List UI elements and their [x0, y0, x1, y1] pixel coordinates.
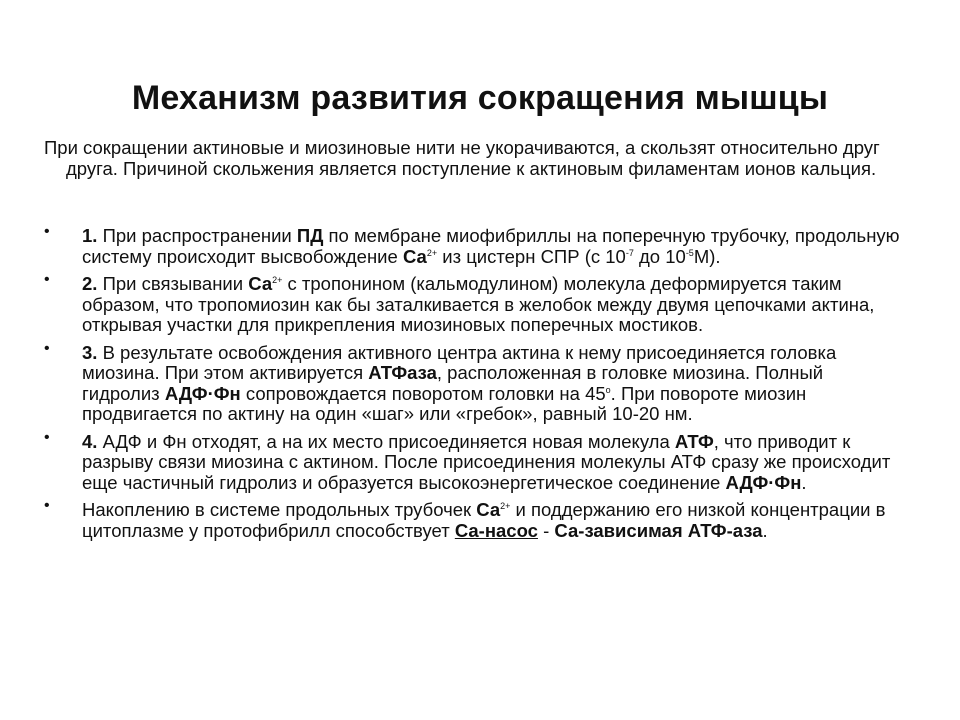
item-text: В результате освобождения активного центра актина к нему присоединяется головка миозина. При этом активируется	[82, 341, 837, 383]
item-text: М).	[693, 245, 721, 267]
item-number: 4.	[82, 430, 98, 452]
item-text: АДФ и Фн отходят, а на их место присоединяется новая молекула	[97, 430, 675, 452]
list-item-2	[44, 271, 904, 336]
item-bold-term: АТФаза	[368, 362, 437, 383]
item-bold-term: АДФ·Фн	[725, 471, 802, 493]
slide-title: Механизм развития сокращения мышцы	[131, 79, 829, 117]
item-number: 1.	[82, 225, 98, 246]
bullet-icon: •	[44, 497, 50, 514]
item-text: Накоплению в системе продольных трубочек	[82, 499, 477, 520]
item-bold-term: Са-зависимая АТФ-аза	[554, 519, 763, 541]
item-text: При связывании	[97, 273, 249, 294]
item-text: . При повороте миозин продвигается по актину на один «шаг» или «гребок», равный 10-20 нм.	[82, 382, 807, 424]
item-bold-term: ПД	[296, 225, 324, 246]
list-item-4	[44, 428, 904, 494]
item-text: из цистерн СПР (с 10	[437, 245, 626, 267]
list-item-1	[44, 223, 904, 267]
superscript: 2+	[272, 275, 283, 285]
item-bold-term: АДФ·Фн	[164, 382, 241, 404]
item-text: по мембране миофибриллы на поперечную трубочку, продольную систему происходит высвобождение	[82, 225, 900, 267]
superscript: -5	[685, 247, 694, 258]
item-bold-term: Са	[402, 245, 427, 267]
bullet-icon: •	[44, 428, 50, 446]
underlined-term: Са-насос	[454, 519, 538, 541]
superscript: 2+	[426, 247, 438, 258]
item-text: -	[537, 519, 555, 541]
item-number: 2.	[82, 273, 98, 294]
superscript: о	[605, 384, 611, 395]
item-text: до 10	[633, 245, 686, 267]
item-text: , расположенная в головке миозина. Полный гидролиз	[82, 362, 824, 404]
item-text: сопровождается поворотом головки на 45	[240, 382, 606, 404]
intro-paragraph: При сокращении актиновые и миозиновые нити не укорачиваются, а скользят относительно друг друга. Причиной скольжения является поступление к актиновым филаментам ионов кальция.	[44, 137, 880, 179]
item-bold-term: Са	[476, 499, 501, 520]
superscript: 2+	[500, 501, 511, 511]
list-item-5	[44, 497, 904, 541]
item-text: и поддержанию его низкой концентрации в цитоплазме у протофибрилл способствует	[82, 499, 886, 541]
item-text: .	[801, 471, 807, 493]
list-item-3	[44, 339, 904, 425]
bullet-icon: •	[44, 223, 50, 240]
bullet-icon: •	[44, 271, 50, 288]
item-text: с тропонином (кальмодулином) молекула деформируется таким образом, что тропомиозин как бы заталкивается в желобок между двумя цепочками актина, открывая участки для прикрепления миозиновых поперечных мостиков.	[82, 273, 875, 335]
item-bold-term: Са	[248, 273, 273, 294]
item-text: При распространении	[97, 225, 297, 246]
superscript: -7	[625, 247, 634, 258]
item-bold-term: АТФ	[674, 430, 714, 452]
item-number: 3.	[82, 341, 98, 363]
item-text: , что приводит к разрыву связи миозина с актином. После присоединения молекулы АТФ сразу же происходит еще частичный гидролиз и образуется высокоэнергетическое соединение	[82, 430, 891, 493]
item-text: .	[762, 519, 768, 541]
bullet-list	[44, 223, 904, 548]
bullet-icon: •	[44, 339, 50, 357]
